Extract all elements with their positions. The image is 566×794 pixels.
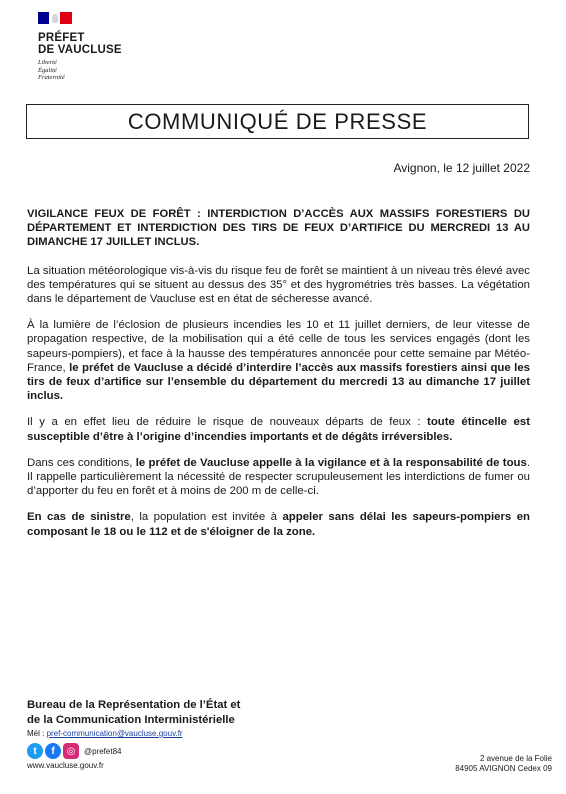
paragraph-4 <box>27 456 530 499</box>
paragraph-3 <box>27 415 530 443</box>
paragraph-4-text-end: . Il rappelle particulièrement la nécessité de respecter scrupuleusement les interdictions de fumer ou d’apporter du feu en forêt et à moins de 200 m de celle-ci. <box>27 456 530 498</box>
paragraph-5-text: , la population est invitée à <box>130 511 283 524</box>
postal-address <box>455 754 552 774</box>
marianne-flag-icon <box>38 12 72 32</box>
motto-fraternite: Fraternité <box>38 74 65 81</box>
motto-liberte: Liberté <box>38 59 57 66</box>
email-line <box>27 728 240 739</box>
press-release-banner: COMMUNIQUÉ DE PRESSE <box>26 104 529 139</box>
department-name-line1: Bureau de la Représentation de l’État et <box>27 699 241 711</box>
paragraph-4-emphasis: le préfet de Vaucluse appelle à la vigilance et à la responsabilité de tous <box>135 456 527 469</box>
paragraph-2-text: À la lumière de l’éclosion de plusieurs incendies les 10 et 11 juillet derniers, de leur vitesse de propagation respective, de la mobilisation qui a été celle de tous les services engagés (dont les sapeurs-pompiers), et face à la hausse des températures annoncée pour cette semaine par Météo-France, <box>27 319 530 374</box>
website-link[interactable]: www.vaucluse.gouv.fr <box>27 761 104 770</box>
release-title: VIGILANCE FEUX DE FORÊT : INTERDICTION D’ACCÈS AUX MASSIFS FORESTIERS DU DÉPARTEMENT ET INTERDICTION DES TIRS DE FEUX D’ARTIFICE DU MERCREDI 13 AU DIMANCHE 17 JUILLET INCLUS. <box>27 208 530 249</box>
paragraph-4-text: Dans ces conditions, <box>27 456 136 469</box>
paragraph-5-lead: En cas de sinistre <box>27 511 131 524</box>
org-name <box>38 32 122 56</box>
address-line2: 84905 AVIGNON Cedex 09 <box>455 764 552 773</box>
twitter-icon[interactable]: t <box>27 743 43 759</box>
facebook-icon[interactable]: f <box>45 743 61 759</box>
dateline: Avignon, le 12 juillet 2022 <box>393 161 530 175</box>
paragraph-2-emphasis: le préfet de Vaucluse a décidé d’interdire l’accès aux massifs forestiers ainsi que les tirs de feux d’artifice sur l’ensemble du département du mercredi 13 au dimanche 17 juillet inclus. <box>27 361 530 403</box>
paragraph-2 <box>27 318 530 403</box>
paragraph-3-emphasis: toute étincelle est susceptible d’être à l’origine d’incendies importants et de dégâts irréversibles. <box>27 416 530 443</box>
footer-contact <box>27 698 240 771</box>
email-link[interactable]: pref-communication@vaucluse.gouv.fr <box>46 729 183 738</box>
paragraph-5-emphasis: appeler sans délai les sapeurs-pompiers en composant le 18 ou le 112 et de s'éloigner de la zone. <box>27 511 530 538</box>
motto <box>38 59 122 82</box>
instagram-icon[interactable]: ◎ <box>63 743 79 759</box>
paragraph-5 <box>27 510 530 538</box>
release-body <box>27 207 530 551</box>
department-name-line2: de la Communication Interministérielle <box>27 714 235 726</box>
paragraph-3-text: Il y a en effet lieu de réduire le risque de nouveaux départs de feux : <box>27 416 428 429</box>
org-name-line1: PRÉFET <box>38 32 85 44</box>
address-line1: 2 avenue de la Folie <box>479 754 552 763</box>
social-links <box>27 741 240 761</box>
social-handle[interactable]: @prefet84 <box>84 746 122 756</box>
paragraph-1: La situation météorologique vis-à-vis du risque feu de forêt se maintient à un niveau très élevé avec des températures qui se situent au dessus des 35° et des hygrométries très basses. La végétation dans le département de Vaucluse est en état de sécheresse avancé. <box>27 264 530 306</box>
prefecture-logo <box>38 12 122 82</box>
org-name-line2: DE VAUCLUSE <box>38 44 122 56</box>
email-label: Mél : <box>27 729 47 738</box>
motto-egalite: Égalité <box>38 66 57 74</box>
